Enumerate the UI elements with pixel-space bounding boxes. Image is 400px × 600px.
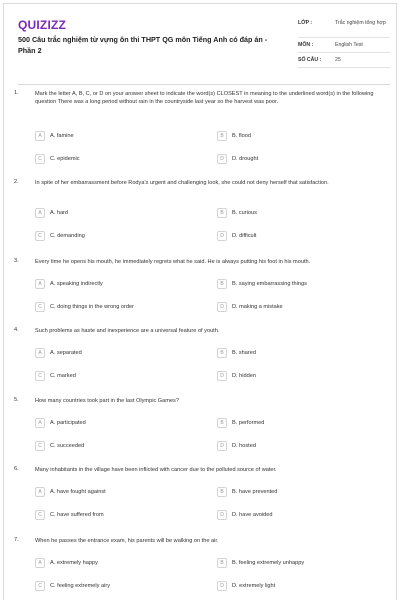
header-divider [18,84,390,85]
option-b[interactable] [217,417,264,428]
option-d[interactable] [217,440,256,451]
option-text: D. extremely light [232,582,276,589]
option-text: A. hard [50,209,69,216]
option-text: C. marked [50,372,76,379]
option-text: A. extremely happy [50,559,98,566]
option-b[interactable] [217,557,304,568]
option-letter: A [35,131,45,141]
subject-label: MÔN : [298,42,314,48]
question-number: 5. [14,397,19,403]
option-letter: C [35,231,45,241]
option-letter: B [217,558,227,568]
option-text: D. difficult [232,232,257,239]
option-text: B. flood [232,132,251,139]
meta-panel [298,19,390,68]
option-text: B. shared [232,349,256,356]
question-number: 6. [14,466,19,472]
option-letter: B [217,279,227,289]
question-text: When he passes the entrance exam, his parents will be walking on the air. [35,538,219,544]
option-text: D. have avoided [232,511,273,518]
option-text: A. have fought against [50,488,106,495]
option-text: D. drought [232,155,259,162]
option-text: D. hidden [232,372,256,379]
option-text: C. demanding [50,232,85,239]
option-a[interactable] [35,417,86,428]
question-text: Such problems as haste and inexperience are a universal feature of youth. [35,328,220,334]
option-a[interactable] [35,486,106,497]
option-d[interactable] [217,580,275,591]
option-b[interactable] [217,278,307,289]
option-c[interactable] [35,509,104,520]
option-letter: C [35,441,45,451]
option-text: D. hosted [232,442,256,449]
option-c[interactable] [35,440,84,451]
option-letter: C [35,371,45,381]
option-a[interactable] [35,278,103,289]
class-value: Trắc nghiệm tổng hợp [335,20,386,26]
question-text: Mark the letter A, B, C, or D on your answer sheet to indicate the word(s) CLOSEST in meaning to the underlined word(s) in the following question There was a long period without rain in the countryside last year so the harvest was poor. [35,91,374,106]
option-text: A. speaking indirectly [50,280,103,287]
question-text: How many countries took part in the last Olympic Games? [35,398,179,404]
option-letter: B [217,418,227,428]
option-b[interactable] [217,486,277,497]
option-text: B. feeling extremely unhappy [232,559,305,566]
option-c[interactable] [35,153,80,164]
worksheet-page [3,3,397,600]
option-letter: B [217,208,227,218]
option-b[interactable] [217,347,256,358]
option-a[interactable] [35,347,82,358]
option-c[interactable] [35,301,134,312]
question-text: Many inhabitants in the village have been inflicted with cancer due to the polluted source of water. [35,467,277,473]
option-text: C. feeling extremely airy [50,582,110,589]
option-c[interactable] [35,580,110,591]
option-letter: B [217,131,227,141]
meta-row-subject [298,38,390,53]
option-a[interactable] [35,207,68,218]
option-letter: A [35,558,45,568]
option-c[interactable] [35,230,85,241]
quizizz-logo: QUIZIZZ [18,18,67,32]
option-d[interactable] [217,370,256,381]
class-label: LỚP : [298,20,313,26]
option-text: A. famine [50,132,74,139]
question-number: 1. [14,90,19,96]
option-d[interactable] [217,153,258,164]
question-text: Every time he opens his mouth, he immediately regrets what he said. He is always putting his foot in his mouth. [35,259,311,265]
option-b[interactable] [217,207,257,218]
option-letter: A [35,487,45,497]
meta-row-class [298,19,390,38]
option-d[interactable] [217,509,272,520]
option-letter: B [217,348,227,358]
option-letter: D [217,231,227,241]
option-letter: D [217,441,227,451]
option-letter: D [217,581,227,591]
question-number: 4. [14,327,19,333]
option-letter: A [35,208,45,218]
question-number: 7. [14,537,19,543]
option-c[interactable] [35,370,76,381]
question-number: 3. [14,258,19,264]
option-text: D. making a mistake [232,303,283,310]
option-b[interactable] [217,130,251,141]
option-letter: D [217,510,227,520]
count-value: 25 [335,57,341,63]
option-letter: C [35,581,45,591]
option-text: C. succeeded [50,442,85,449]
option-d[interactable] [217,301,283,312]
option-text: A. separated [50,349,82,356]
option-letter: D [217,154,227,164]
option-letter: B [217,487,227,497]
option-text: C. epidemic [50,155,80,162]
option-letter: D [217,302,227,312]
option-letter: A [35,348,45,358]
option-text: C. doing things in the wrong order [50,303,134,310]
option-letter: C [35,510,45,520]
option-text: B. curious [232,209,257,216]
meta-row-count [298,53,390,68]
subject-value: English Test [335,42,363,48]
option-letter: A [35,279,45,289]
question-number: 2. [14,179,19,185]
option-text: A. participated [50,419,86,426]
count-label: SỐ CÂU : [298,57,322,63]
option-text: B. saying embarrassing things [232,280,307,287]
question-text: In spite of her embarrassment before Rodya's urgent and challenging look, she could not deny herself that satisfaction. [35,180,329,186]
option-text: B. have prevented [232,488,278,495]
option-letter: C [35,154,45,164]
worksheet-title: 500 Câu trắc nghiệm từ vựng ôn thi THPT QG môn Tiếng Anh có đáp án - Phần 2 [18,35,268,55]
option-letter: A [35,418,45,428]
option-text: C. have suffered from [50,511,104,518]
option-letter: D [217,371,227,381]
option-a[interactable] [35,130,74,141]
option-letter: C [35,302,45,312]
option-a[interactable] [35,557,98,568]
option-text: B. performed [232,419,265,426]
option-d[interactable] [217,230,256,241]
